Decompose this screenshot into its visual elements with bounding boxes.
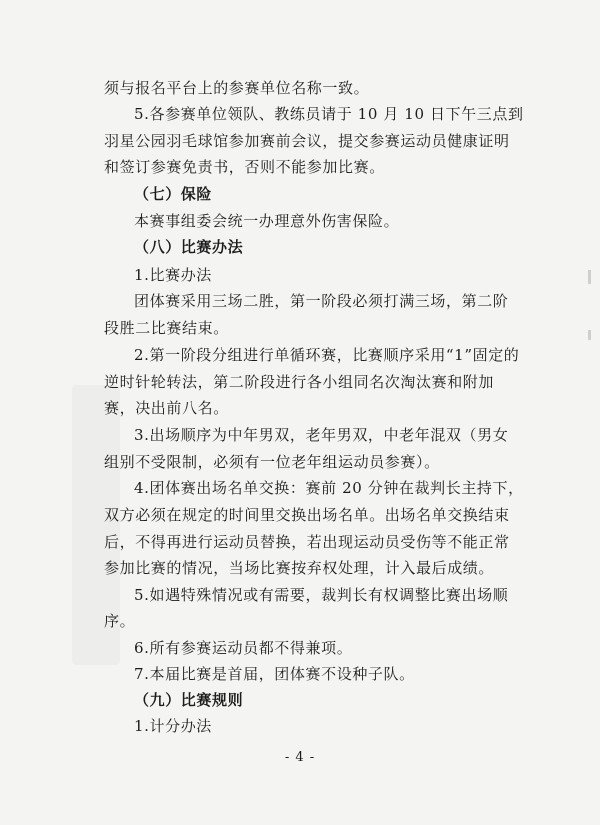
page-number: - 4 - [284, 750, 316, 765]
text-line: 本赛事组委会统一办理意外伤害保险。 [134, 212, 400, 230]
text-line: 和签订参赛免责书，否则不能参加比赛。 [104, 158, 385, 176]
text-line: 后，不得再进行运动员替换，若出现运动员受伤等不能正常 [104, 533, 510, 551]
text-line: 5.各参赛单位领队、教练员请于 10 月 10 日下午三点到 [134, 105, 524, 123]
text-line: 3.出场顺序为中年男双，老年男双，中老年混双（男女 [134, 426, 509, 444]
text-line: 4.团体赛出场名单交换：赛前 20 分钟在裁判长主持下， [134, 479, 524, 497]
text-line: 逆时针轮转法，第二阶段进行各小组同名次淘汰赛和附加 [104, 373, 495, 391]
text-line: 赛，决出前八名。 [104, 399, 229, 417]
page-edge-mark [588, 270, 591, 284]
page-edge-mark [588, 330, 591, 340]
text-line: 羽星公园羽毛球馆参加赛前会议，提交参赛运动员健康证明 [104, 132, 510, 150]
text-line: 参加比赛的情况，当场比赛按弃权处理，计入最后成绩。 [104, 559, 495, 577]
section-heading: （七）保险 [134, 185, 213, 203]
text-line: 序。 [104, 612, 136, 630]
section-heading: （八）比赛办法 [134, 238, 244, 256]
text-line: 双方必须在规定的时间里交换出场名单。出场名单交换结束 [104, 506, 510, 524]
text-line: 1.计分办法 [134, 717, 212, 735]
text-line: 1.比赛办法 [134, 266, 212, 284]
text-line: 组别不受限制，必须有一位老年组运动员参赛）。 [104, 453, 440, 471]
text-line: 5.如遇特殊情况或有需要，裁判长有权调整比赛出场顺 [134, 586, 509, 604]
text-line: 团体赛采用三场二胜，第一阶段必须打满三场，第二阶 [134, 292, 509, 310]
text-line: 6.所有参赛运动员都不得兼项。 [134, 639, 353, 657]
text-line: 段胜二比赛结束。 [104, 319, 229, 337]
section-heading: （九）比赛规则 [134, 691, 244, 709]
text-line: 2.第一阶段分组进行单循环赛，比赛顺序采用“1”固定的 [134, 346, 520, 364]
text-line: 7.本届比赛是首届，团体赛不设种子队。 [134, 665, 415, 683]
text-line: 须与报名平台上的参赛单位名称一致。 [104, 79, 370, 97]
